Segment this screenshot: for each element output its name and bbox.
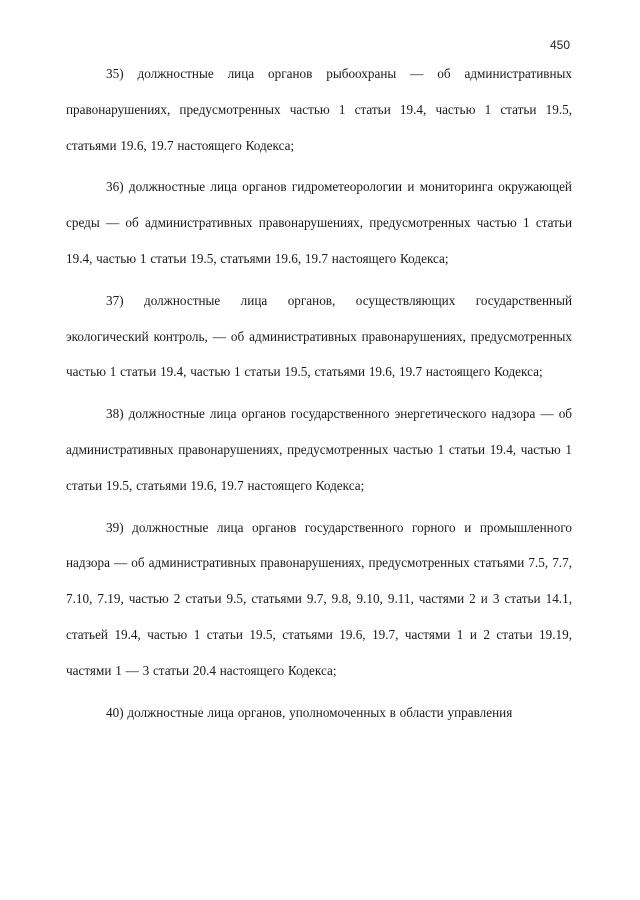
list-item-37: 37) должностные лица органов, осуществляющих государственный экологический контроль, — об административных правонарушениях, предусмотренных частью 1 статьи 19.4, частью 1 статьи 19.5, статьями 19.6, 19.7 настоящего Кодекса; — [66, 292, 572, 380]
list-item-35: 35) должностные лица органов рыбоохраны — об административных правонарушениях, предусмотренных частью 1 статьи 19.4, частью 1 статьи 19.5, статьями 19.6, 19.7 настоящего Кодекса; — [66, 66, 572, 153]
list-item-39: 39) должностные лица органов государственного горного и промышленного надзора — об административных правонарушениях, предусмотренных статьями 7.5, 7.7, 7.10, 7.19, частью 2 статьи 9.5, статьями 9.7, 9.8, 9.10, 9.11, частями 2 и 3 статьи 14.1, статьей 19.4, частью 1 статьи 19.5, статьями 19.6, 19.7, частями 1 и 2 статьи 19.19, частями 1 — 3 статьи 20.4 настоящего Кодекса; — [66, 519, 572, 678]
document-body — [66, 56, 572, 736]
list-item-38: 38) должностные лица органов государственного энергетического надзора — об административных правонарушениях, предусмотренных частью 1 статьи 19.4, частью 1 статьи 19.5, статьями 19.6, 19.7 настоящего Кодекса; — [66, 406, 572, 493]
list-item-36: 36) должностные лица органов гидрометеорологии и мониторинга окружающей среды — об административных правонарушениях, предусмотренных частью 1 статьи 19.4, частью 1 статьи 19.5, статьями 19.6, 19.7 настоящего Кодекса; — [66, 179, 572, 266]
page-number: 450 — [549, 38, 570, 52]
list-item-40: 40) должностные лица органов, уполномоченных в области управления — [106, 704, 513, 720]
